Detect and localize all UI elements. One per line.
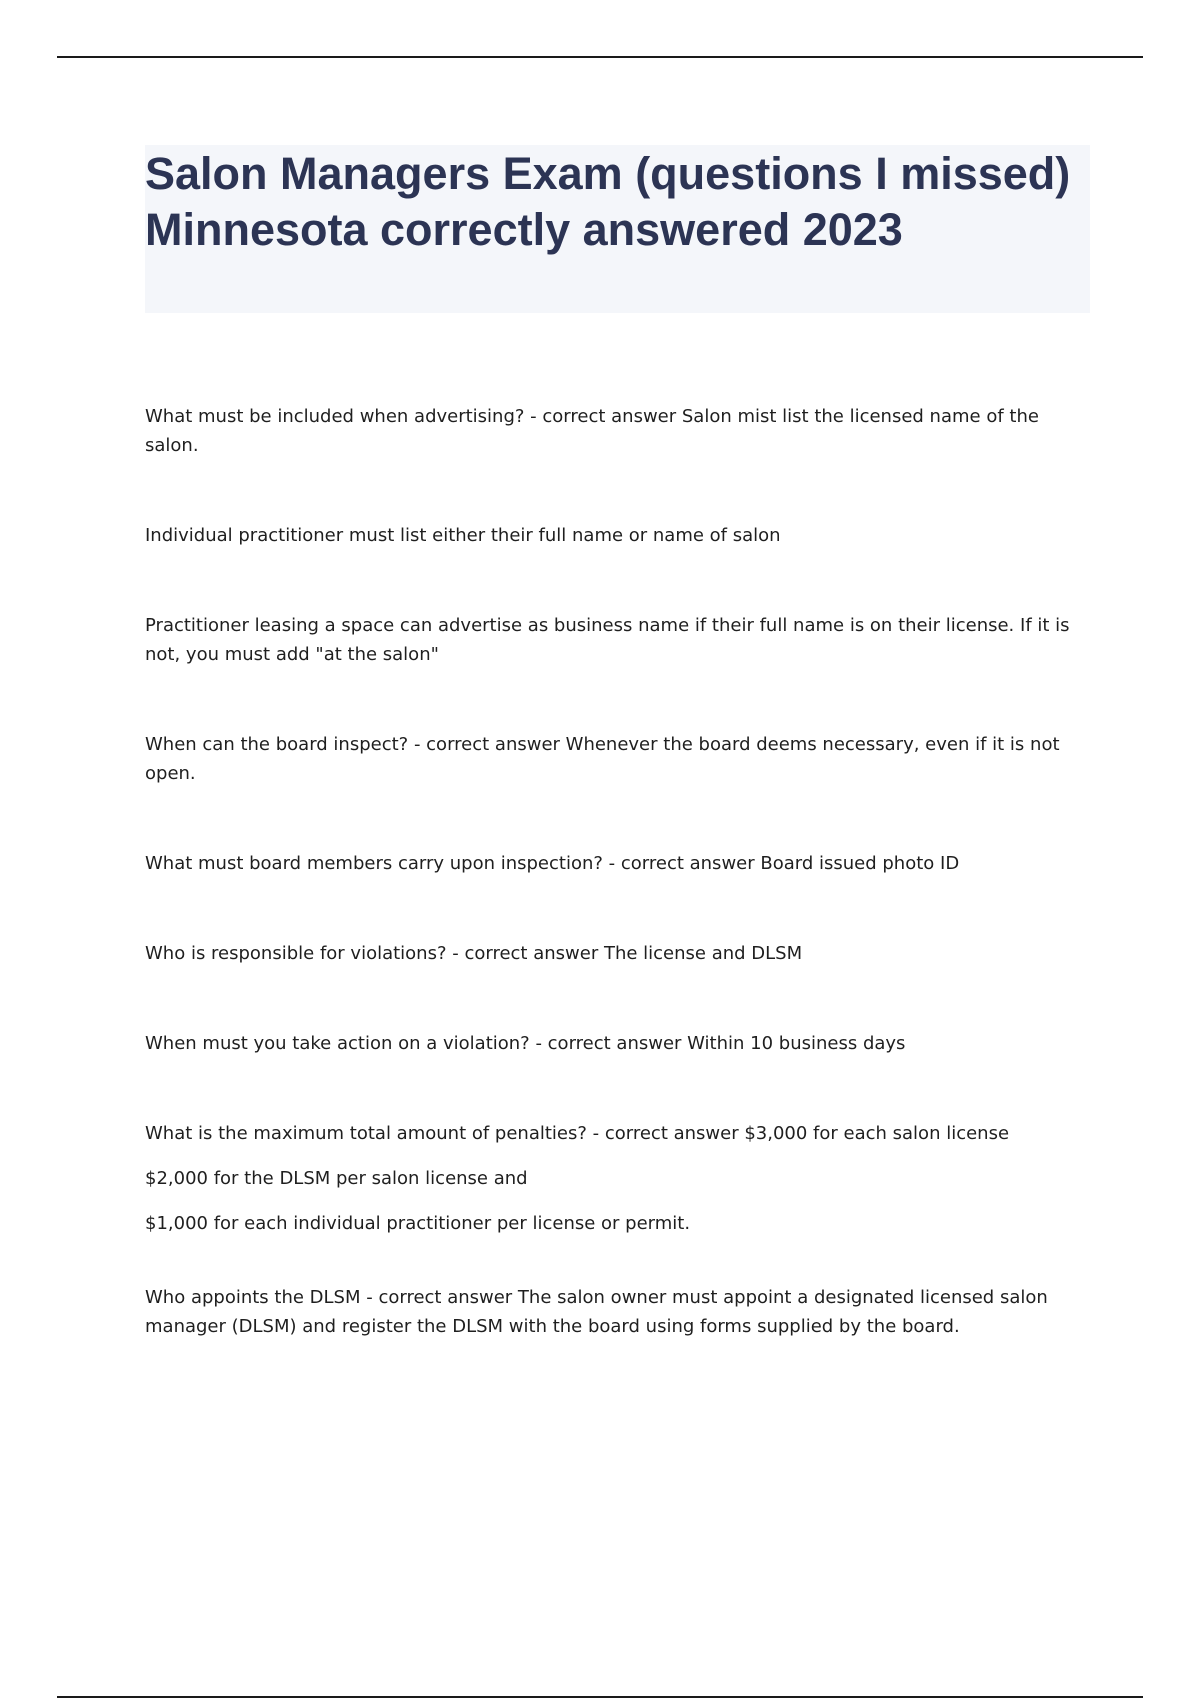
document-title: Salon Managers Exam (questions I missed) Minnesota correctly answered 2023	[145, 148, 1071, 255]
entry-board-inspect: When can the board inspect? - correct answer Whenever the board deems necessary, even if it is not open.	[145, 734, 1060, 784]
entry-violation-action: When must you take action on a violation? - correct answer Within 10 business days	[145, 1033, 906, 1054]
entry-violations-responsibility: Who is responsible for violations? - correct answer The license and DLSM	[145, 943, 803, 964]
bottom-rule	[57, 1696, 1143, 1698]
entry-board-photo-id: What must board members carry upon inspection? - correct answer Board issued photo ID	[145, 853, 960, 874]
entry-individual-practitioner: Individual practitioner must list either their full name or name of salon	[145, 525, 781, 546]
penalties-line-1: What is the maximum total amount of penalties? - correct answer $3,000 for each salon license	[145, 1123, 1010, 1144]
document-body	[145, 402, 1075, 1402]
title-box	[145, 145, 1090, 313]
penalties-line-2: $2,000 for the DLSM per salon license and	[145, 1168, 528, 1189]
entry-advertising: What must be included when advertising? - correct answer Salon mist list the licensed name of the salon.	[145, 406, 1039, 456]
entry-penalties	[145, 1119, 1075, 1238]
top-rule	[57, 56, 1143, 58]
entry-leasing-practitioner: Practitioner leasing a space can advertise as business name if their full name is on their license. If it is not, you must add "at the salon"	[145, 615, 1070, 665]
entry-dlsm-appointment: Who appoints the DLSM - correct answer The salon owner must appoint a designated licensed salon manager (DLSM) and register the DLSM with the board using forms supplied by the board.	[145, 1287, 1048, 1337]
penalties-line-3: $1,000 for each individual practitioner per license or permit.	[145, 1213, 691, 1234]
